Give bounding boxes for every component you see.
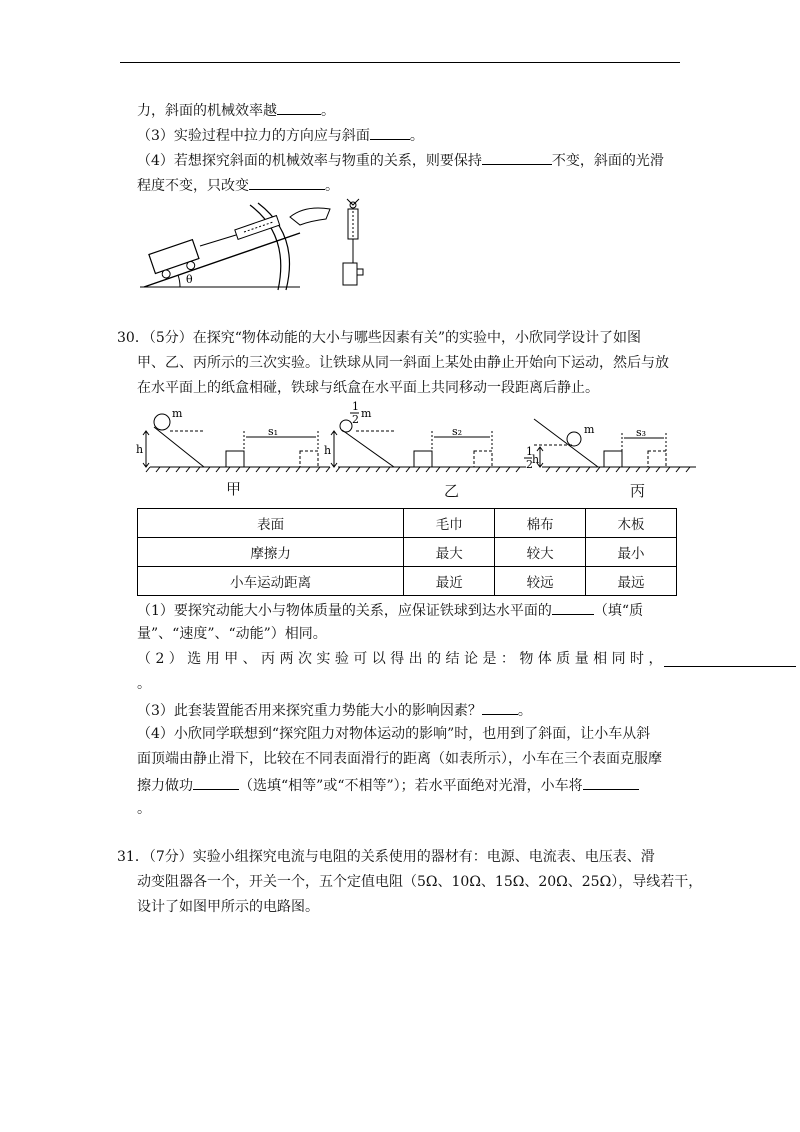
q29-blank-3[interactable] [482, 150, 552, 165]
q30-intro-2: 甲、乙、丙所示的三次实验。让铁球从同一斜面上某处由静止开始向下运动，然后与放 [137, 355, 669, 371]
q30-part4-line4: 。 [137, 801, 151, 817]
q31-line-2: 动变阻器各一个，开关一个，五个定值电阻（5Ω、10Ω、15Ω、20Ω、25Ω），导线若干， [137, 874, 703, 890]
table-cell: 毛巾 [404, 509, 495, 538]
yi-mass-den: 2 [352, 413, 359, 426]
jia-distance-label: s₁ [268, 425, 279, 438]
yi-mass-num: 1 [352, 400, 359, 413]
figure-bing [526, 405, 700, 480]
surface-friction-table [137, 508, 677, 596]
q30-part2-line1: （ 2 ） 选 用 甲 、 丙 两 次 实 验 可 以 得 出 的 结 论 是 ： 物 体 质 量 相 同 时 ， [137, 651, 663, 667]
table-cell: 最大 [404, 538, 495, 567]
q30-part4-line1: （4）小欣同学联想到“探究阻力对物体运动的影响”时，也用到了斜面，让小车从斜 [137, 726, 651, 742]
yi-height-label: h [324, 444, 332, 457]
paper-box-icon [604, 451, 622, 467]
jia-mass-label: m [172, 407, 183, 420]
bing-height-num: 1 [526, 445, 533, 458]
bing-height-var: h [532, 453, 540, 466]
figure-jia [136, 405, 340, 480]
table-cell: 摩擦力 [138, 538, 404, 567]
block-icon [343, 263, 357, 285]
table-cell: 木板 [586, 509, 677, 538]
q30-blank-1[interactable] [552, 600, 594, 615]
figure-caption-bing: 丙 [630, 482, 646, 500]
q29-line3: （4）若想探究斜面的机械效率与物重的关系，则要保持 不变，斜面的光滑 [137, 150, 664, 170]
angle-theta-label: θ [186, 273, 193, 286]
q30-blank-2[interactable] [664, 652, 796, 667]
table-row [138, 538, 677, 567]
q30-blank-4[interactable] [193, 775, 239, 790]
table-row [138, 567, 677, 596]
paper-box-icon [226, 451, 244, 467]
header-rule [120, 62, 680, 63]
q30-part4-line3: 擦力做功 （选填“相等”或“不相等”）；若水平面绝对光滑，小车将 [137, 775, 639, 795]
table-cell: 表面 [138, 509, 404, 538]
table-row [138, 509, 677, 538]
q30-part1-line2: 量”、“速度”、“动能”）相同。 [137, 626, 327, 642]
table-cell: 最近 [404, 567, 495, 596]
yi-mass-var: m [361, 407, 372, 420]
q29-line2: （3）实验过程中拉力的方向应与斜面 。 [137, 125, 424, 145]
figure-yi [324, 400, 530, 480]
table-cell: 最远 [586, 567, 677, 596]
cart-icon [149, 240, 202, 281]
iron-ball-icon [340, 420, 352, 432]
hand-icon [290, 208, 330, 225]
table-cell: 最小 [586, 538, 677, 567]
q30-intro-1: 30．（5分）在探究“物体动能的大小与哪些因素有关”的实验中，小欣同学设计了如图 [117, 330, 642, 346]
table-cell: 小车运动距离 [138, 567, 404, 596]
q30-blank-3[interactable] [482, 700, 518, 715]
q30-part2-line2: 。 [137, 676, 151, 692]
bing-distance-label: s₃ [636, 426, 647, 439]
q29-line1: 力，斜面的机械效率越 。 [137, 100, 335, 120]
bing-mass-label: m [584, 423, 595, 436]
table-cell: 棉布 [495, 509, 586, 538]
q29-blank-1[interactable] [277, 100, 321, 115]
q31-line-3: 设计了如图甲所示的电路图。 [137, 899, 319, 915]
spring-scale-icon [235, 216, 280, 240]
q30-blank-5[interactable] [583, 775, 639, 790]
yi-distance-label: s₂ [452, 425, 463, 438]
iron-ball-icon [567, 432, 581, 446]
q30-part1-line1: （1）要探究动能大小与物体质量的关系，应保证铁球到达水平面的 （填“质 [137, 600, 643, 620]
q31-line-1: 31．（7分）实验小组探究电流与电阻的关系使用的器材有：电源、电流表、电压表、滑 [117, 849, 655, 865]
q30-part3-line: （3）此套装置能否用来探究重力势能大小的影响因素？ 。 [137, 700, 532, 720]
q30-intro-3: 在水平面上的纸盒相碰，铁球与纸盒在水平面上共同移动一段距离后静止。 [137, 380, 599, 396]
figure-caption-jia: 甲 [226, 480, 242, 498]
table-cell: 较远 [495, 567, 586, 596]
jia-height-label: h [136, 443, 144, 456]
table-cell: 较大 [495, 538, 586, 567]
figure-caption-yi: 乙 [444, 482, 460, 500]
q30-part4-line2: 面顶端由静止滑下，比较在不同表面滑行的距离（如表所示），小车在三个表面克服摩 [137, 751, 662, 767]
q29-blank-4[interactable] [249, 175, 325, 190]
q29-line4: 程度不变，只改变 。 [137, 175, 339, 195]
hanging-scale-figure [335, 195, 375, 295]
q29-blank-2[interactable] [370, 125, 410, 140]
bing-height-den: 2 [526, 458, 533, 471]
paper-box-icon [414, 451, 432, 467]
iron-ball-icon [154, 414, 170, 430]
